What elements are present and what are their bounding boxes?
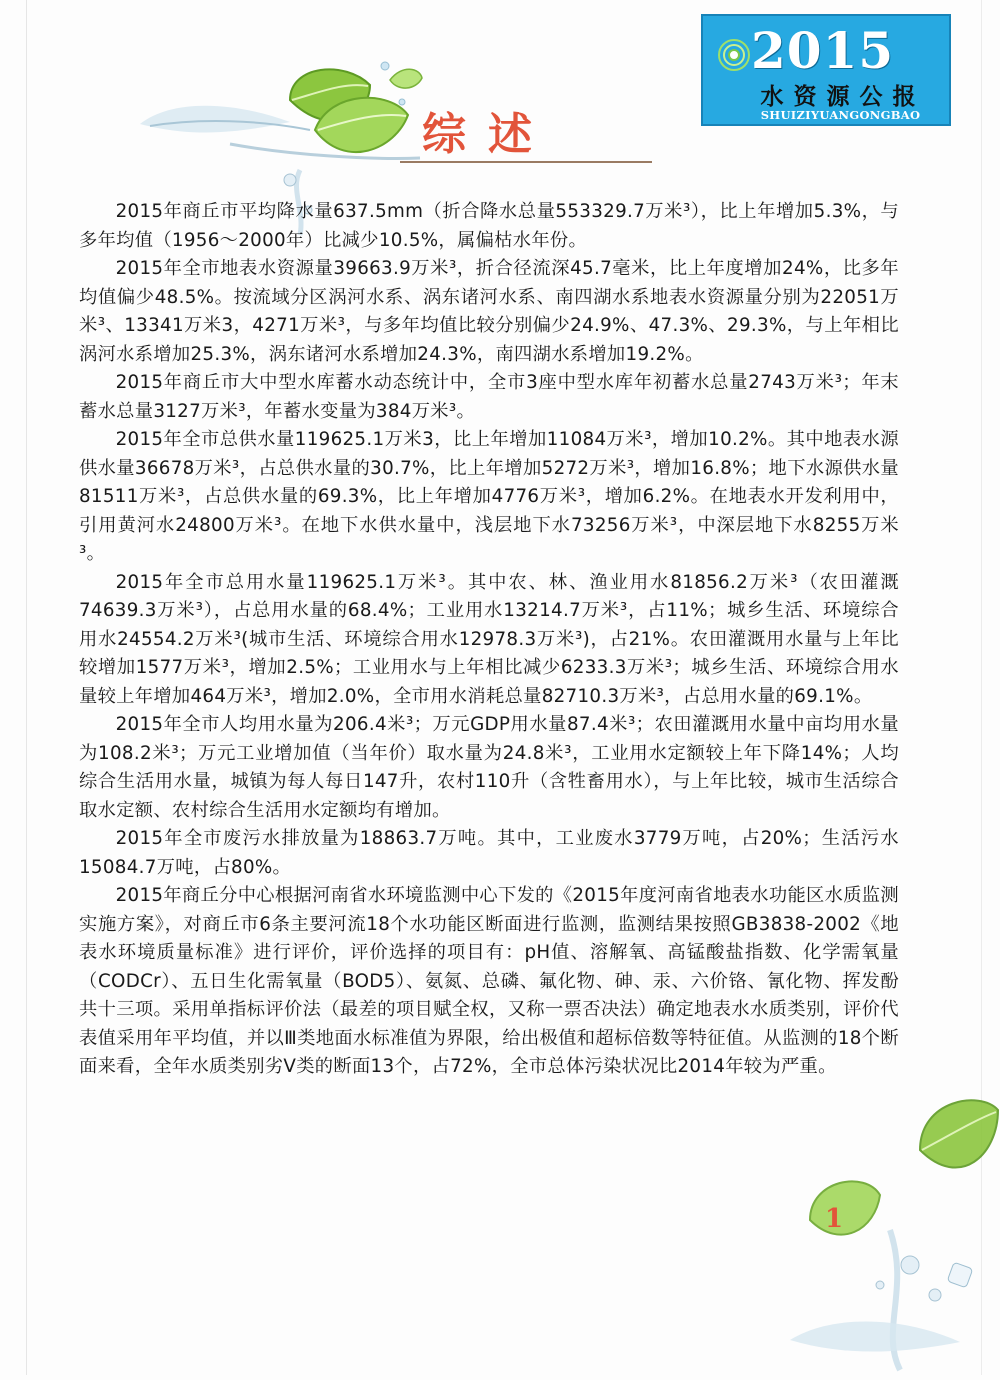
paragraph-wastewater: 2015年全市废污水排放量为18863.7万吨。其中，工业废水3779万吨，占20%；生活污水15084.7万吨，占80%。 (79, 828, 899, 878)
paragraph-reservoir: 2015年商丘市大中型水库蓄水动态统计中，全市3座中型水库年初蓄水总量2743万米³；年末蓄水总量3127万米³，年蓄水变量为384万米³。 (79, 372, 899, 422)
paragraph-water-use: 2015年全市总用水量119625.1万米³。其中农、林、渔业用水81856.2万米³（农田灌溉74639.3万米³），占总用水量的68.4%；工业用水13214.7万米³，占11%；城乡生活、环境综合用水24554.2万米³(城市生活、环境综合用水12978.3万米³)，占21%。农田灌溉用水量与上年比较增加1577万米³，增加2.5%；工业用水与上年相比减少6233.3万米³；城乡生活、环境综合用水量较上年增加464万米³，增加2.0%，全市用水消耗总量82710.3万米³，占总用水量的69.1%。 (79, 571, 899, 707)
page-number: 1 (824, 1204, 844, 1234)
report-header-badge (701, 14, 951, 126)
section-title: 综述 (422, 109, 554, 160)
leaf-water-decoration (770, 1080, 1000, 1380)
paragraph-per-capita-use: 2015年全市人均用水量为206.4米³；万元GDP用水量87.4米³；农田灌溉用水量中亩均用水量为108.2米³；万元工业增加值（当年价）取水量为24.8米³，工业用水定额较上年下降14%；人均综合生活用水量，城镇为每人每日147升，农村110升（含牲畜用水），与上年比较，城市生活综合取水定额、农村综合生活用水定额均有增加。 (79, 714, 899, 821)
article-body (79, 198, 899, 1082)
report-title-pinyin: SHUIZIYUANGONGBAO (760, 108, 921, 122)
report-title: 水资源公报 (760, 83, 926, 110)
paragraph-water-supply: 2015年全市总供水量119625.1万米3，比上年增加11084万米³，增加10.2%。其中地表水源供水量36678万米³，占总供水量的30.7%，比上年增加5272万米³，增加16.8%；地下水源供水量81511万米³，占总供水量的69.3%，比上年增加4776万米³，增加6.2%。在地表水开发利用中，引用黄河水24800万米³。在地下水供水量中，浅层地下水73256万米³，中深层地下水8255万米³。 (79, 429, 899, 564)
title-underline (400, 161, 652, 163)
water-ripple-icon (717, 38, 751, 72)
paragraph-surface-water: 2015年全市地表水资源量39663.9万米³，折合径流深45.7毫米，比上年度增加24%，比多年均值偏少48.5%。按流域分区涡河水系、涡东诸河水系、南四湖水系地表水资源量分别为22051万米³、13341万米3，4271万米³，与多年均值比较分别偏少24.9%、47.3%、29.3%，与上年相比涡河水系增加25.3%，涡东诸河水系增加24.3%，南四湖水系增加19.2%。 (79, 258, 899, 365)
paragraph-precipitation: 2015年商丘市平均降水量637.5mm（折合降水总量553329.7万米³），比上年增加5.3%，与多年均值（1956～2000年）比减少10.5%，属偏枯水年份。 (79, 201, 899, 251)
page-edge (26, 0, 27, 1375)
paragraph-water-quality: 2015年商丘分中心根据河南省水环境监测中心下发的《2015年度河南省地表水功能区水质监测实施方案》，对商丘市6条主要河流18个水功能区断面进行监测，监测结果按照GB3838-2002《地表水环境质量标准》进行评价，评价选择的项目有：pH值、溶解氧、高锰酸盐指数、化学需氧量（CODCr）、五日生化需氧量（BOD5）、氨氮、总磷、氟化物、砷、汞、六价铬、氰化物、挥发酚共十三项。采用单指标评价法（最差的项目赋全权，又称一票否决法）确定地表水水质类别，评价代表值采用年平均值，并以Ⅲ类地面水标准值为界限，给出极值和超标倍数等特征值。从监测的18个断面来看，全年水质类别劣Ⅴ类的断面13个，占72%，全市总体污染状况比2014年较为严重。 (79, 885, 899, 1077)
report-year: 2015 (751, 21, 895, 80)
